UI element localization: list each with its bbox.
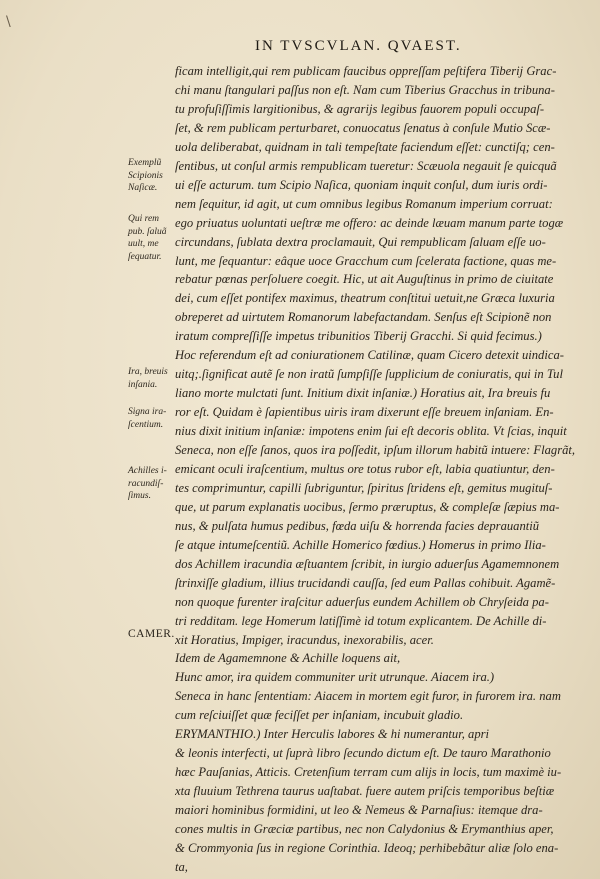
margin-note-achilles: Achilles i- racundiſ- ſimus.	[128, 466, 167, 501]
text-line: ſet, & rem publicam perturbaret, conuocatus ſenatus à conſule Mutio Scæ-	[175, 120, 551, 135]
text-line: emicant oculi iraſcentium, multus ore totus rubor eſt, labia quatiuntur, den-	[175, 461, 555, 476]
text-line: Seneca in hanc ſententiam: Aiacem in mortem egit furor, in furorem ira. nam	[175, 689, 561, 704]
corner-mark: \	[6, 14, 11, 30]
text-line: ego priuatus uoluntati ueſtræ me offero: ac deinde læuam manum parte togæ	[175, 215, 564, 230]
text-line: tu profuſiſſimis largitionibus, & agrarijs legibus fauorem populi occupaſ-	[175, 101, 545, 116]
text-line: & Crommyonia ſus in regione Corinthia. Ideoq; perhibebãtur aliæ ſolo ena-	[175, 840, 559, 855]
text-line: uola deliberabat, quidnam in tali tempeſtate faciendum eſſet: cunctiſq; cen-	[175, 139, 555, 154]
text-line: que, ut parum explanatis uocibus, ſermo præruptus, & compleſæ ſæpius ma-	[175, 499, 560, 514]
text-line: Hunc amor, ira quidem communiter urit utrunque. Aiacem ira.)	[175, 670, 495, 685]
text-line: uitq;.ſignificat autẽ ſe non iratũ ſumpſiſſe ſupplicium de coniuratis, qui in Tul	[175, 367, 563, 382]
text-line: ſtrinxiſſe gladium, illius trucidandi cauſſa, ſed eum Pallas cohibuit. Agamẽ-	[175, 575, 556, 590]
text-line: ERYMANTHIO.) Inter Herculis labores & hi numerantur, apri	[175, 727, 490, 742]
text-line: lunt, me ſequantur: eâque uoce Gracchum cum ſcelerata factione, quas me-	[175, 253, 557, 268]
text-line: Idem de Agamemnone & Achille loquens ait,	[175, 651, 401, 666]
text-line: tes comprimuntur, capilli ſubriguntur, ſpiritus ſtridens eſt, gemitus mugituſ-	[175, 480, 553, 495]
text-line: rebatur pœnas perſoluere coegit. Hic, ut ait Auguſtinus in primo de ciuitate	[175, 272, 554, 287]
text-line: nem ſequitur, id agit, ut cum omnibus legibus Romanum imperium corruat:	[175, 196, 553, 211]
text-line: ficam intelligit,qui rem publicam faucibus oppreſſam peſtifera Tiberij Grac-	[175, 64, 557, 78]
text-line: iratum compreſſiſſe impetus tribunitios Tiberij Gracchi. Si quid fecimus.)	[175, 329, 542, 344]
text-line: ror eſt. Quidam è ſapientibus uiris iram dixerunt eſſe breuem inſaniam. En-	[175, 405, 554, 420]
text-line: maiori hominibus formidini, ut leo & Nemeus & Parnaſius: itemque dra-	[175, 803, 543, 818]
text-line: non quoque furenter iraſcitur aduerſus eundem Achillem ob Chryſeida pa-	[175, 594, 549, 609]
text-line: ſentibus, ut conſul armis rempublicam tueretur: Scæuola negauit ſe quicquã	[175, 158, 557, 173]
text-line: hæc Pauſanias, Atticis. Cretenſium terram cum alijs in locis, tum maximè iu-	[175, 765, 562, 780]
text-line: dos Achillem iracundia æſtuantem ſcribit, in iurgio aduerſus Agamemnonem	[175, 556, 560, 571]
text-line: ſe atque intumeſcentiũ. Achille Homerico fœdius.) Homerus in primo Ilia-	[175, 537, 546, 552]
text-line: chi manu ſtangulari paſſus non eſt. Nam cum Tiberius Gracchus in tribuna-	[175, 82, 555, 97]
text-line: nus, & pulſata humus pedibus, fœda uiſu & horrenda facies deprauantiũ	[175, 518, 540, 533]
text-line: circundans, ſublata dextra proclamauit, Qui rempublicam ſaluam eſſe uo-	[175, 234, 546, 249]
text-line: tri redditam. lege Homerum latiſſimè id totum explicantem. De Achille di-	[175, 613, 547, 628]
text-line: cones multis in Græciæ partibus, nec non Calydonius & Erymanthius aper,	[175, 822, 554, 836]
text-line: Hoc referendum eſt ad coniurationem Catilinæ, quam Cicero detexit uindica-	[175, 348, 564, 363]
text-line: & leonis interfecti, ut ſuprà libro ſecundo dictum eſt. De tauro Marathonio	[175, 746, 551, 761]
margin-note-qui-rem: Qui rem pub. ſaluã uult, me ſequatur.	[128, 214, 167, 262]
margin-note-scipio: Exemplũ Scipionis Naſicæ.	[128, 158, 163, 193]
text-line: dei, cum eſſet pontifex maximus, theatrum conſtitui uetuit,ne Græca luxuria	[175, 291, 555, 306]
margin-note-ira-breuis: Ira, breuis inſania.	[128, 367, 168, 390]
text-line: Seneca, non eſſe ſanos, quos ira poſſedit, ipſum illorum habitũ intuere: Flagrãt,	[175, 443, 576, 457]
text-line: xta fluuium Tethrena taurus uaſtabat. fuere autem priſcis temporibus beſtiæ	[175, 784, 555, 799]
text-line: cum reſciuiſſet quæ feciſſet per inſaniam, incubuit gladio.	[175, 708, 464, 723]
camer-label: CAMER.	[128, 628, 175, 640]
margin-note-signa-irascentium: Signa ira- ſcentium.	[128, 407, 167, 430]
text-line: nius dixit initium inſaniæ: impotens enim ſui eſt decoris oblita. Vt ſcias, inquit	[175, 424, 567, 439]
text-line: obreperet ad uirtutem Romanorum labefactandam. Senſus eſt Scipionẽ non	[175, 310, 552, 325]
text-line: ui eſſe acturum. tum Scipio Naſica, quoniam inquit conſul, dum iuris ordi-	[175, 177, 548, 192]
text-line: xit Horatius, Impiger, iracundus, inexorabilis, acer.	[175, 632, 434, 647]
text-line: ta,	[175, 859, 188, 874]
text-line: liano morte mulctati ſunt. Initium dixit inſaniæ.) Horatius ait, Ira breuis fu	[175, 386, 551, 401]
running-header: IN TVSCVLAN. QVAEST.	[255, 38, 462, 54]
